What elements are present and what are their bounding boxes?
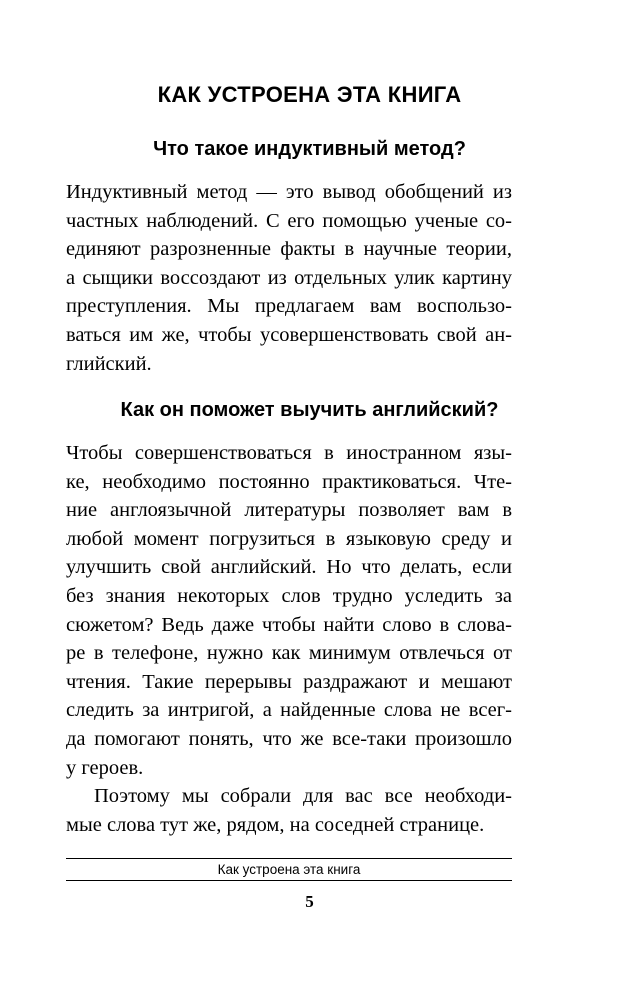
text-line: ке, необходимо постоянно практиковаться. Чте- [66, 470, 512, 493]
text-line: мые слова тут же, рядом, на соседней странице. [66, 813, 485, 836]
text-line: улучшить свой английский. Но что делать, если [66, 556, 512, 579]
paragraph-how-it-helps [66, 439, 512, 782]
text-line: ние англоязычной литературы позволяет вам в [66, 499, 512, 522]
footer-rule-top [66, 858, 512, 859]
chapter-title: КАК УСТРОЕНА ЭТА КНИГА [157, 82, 462, 107]
text-line: да помогают понять, что же все-таки произошло [66, 727, 512, 750]
page-number: 5 [305, 892, 314, 911]
paragraph-therefore [66, 782, 512, 839]
text-line: глийский. [66, 352, 152, 375]
paragraph-inductive-method [66, 178, 512, 378]
text-line: Чтобы совершенствоваться в иностранном язы- [66, 442, 512, 464]
text-line: ре в телефоне, нужно как минимум отвлечься от [66, 642, 512, 665]
section-heading-how-it-helps: Как он поможет выучить английский? [120, 399, 499, 421]
text-line: Индуктивный метод — это вывод обобщений из [66, 181, 512, 203]
text-line: у героев. [66, 756, 144, 779]
text-line: сюжетом? Ведь даже чтобы найти слово в слова- [66, 613, 512, 636]
text-line: без знания некоторых слов трудно уследить за [66, 584, 512, 607]
text-line: любой момент погрузиться в языковую среду и [66, 527, 512, 550]
text-line: следить за интригой, а найденные слова не всег- [66, 699, 512, 722]
section-heading-inductive-method: Что такое индуктивный метод? [153, 138, 466, 160]
text-line: единяют разрозненные факты в научные теории, [66, 238, 512, 261]
text-line: Поэтому мы собрали для вас все необходи- [94, 785, 512, 807]
footer-rule-bottom [66, 880, 512, 881]
text-line: чтения. Такие перерывы раздражают и мешают [66, 670, 512, 693]
text-line: а сыщики воссоздают из отдельных улик картину [66, 266, 512, 289]
text-line: ваться им же, чтобы усовершенствовать свой ан- [66, 323, 512, 346]
text-line: частных наблюдений. С его помощью ученые со- [66, 209, 512, 232]
running-head: Как устроена эта книга [217, 862, 361, 877]
text-line: преступления. Мы предлагаем вам воспользо- [66, 295, 512, 318]
